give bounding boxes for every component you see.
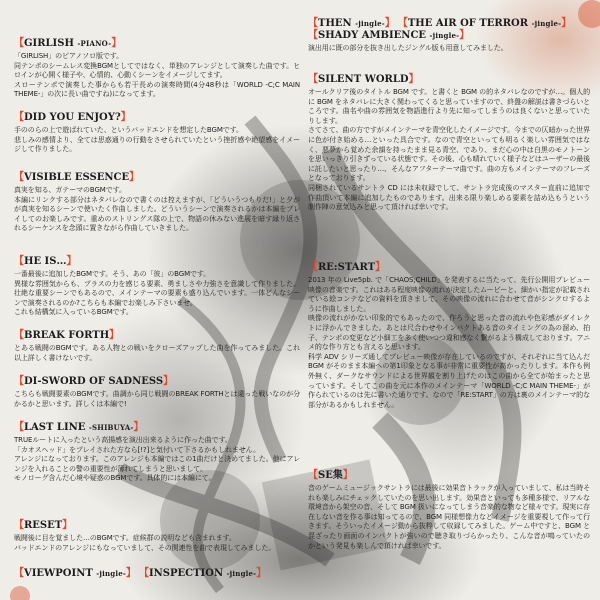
section-body: 演出用に既の部分を抜き出したジングル版も用意してみました。 [308, 44, 508, 52]
section-body: 真実を知る、ガテーマのBGMです。 本編にリンクする部分はネタバレなので書くのは控えますが、「どういうつもりだ!」と夕がが真実を知るシーンで使いたく作曲しました。どういうシーンで演奏されるかは本編をプレイしてのお楽しみです。重めのストリングス隊の上で、物語の休みない進展を暗す縁り返されるシーケンスを念頭に置きながら作曲していきました。 [14, 186, 300, 233]
section-title: 【LAST LINE -SHIBUYA-】 [14, 422, 144, 433]
section-title: 【SILENT WORLD】 [308, 74, 419, 85]
section-last-line [14, 422, 300, 484]
section-title: 【BREAK FORTH】 [14, 330, 120, 341]
section-title: 【HE IS…】 [14, 256, 77, 267]
section-silent-world [308, 74, 590, 213]
section-break-forth [14, 330, 300, 363]
section-title: 【DID YOU ENJOY?】 [14, 112, 131, 123]
section-body: 手ののらの上で遊ばれていた、というバッドエンドを想定したBGMです。 悲しみの感情より、全ては思惑通りの行動をさせられていたという挫折感や絶望感をイメージして作りました。 [14, 126, 300, 154]
section-body: 2013 年の Live5pb. で「CHAOS;CHILD」を発表するに当たって、先行公開用プレビュー映像の音楽です。これはある程度映像の流れが決定したムービーと、細かい指定が記載されている絵コンテなどの資料を頂きまして、その映像の流れに合わせて音がシンクロするように作曲しました。 映像の流れがかない印象的でもあったので、作ろうと思った音の流れや色彩感がダイレクトに浮かんできました。あとは尺合わせやインパクトある音のタイミングの為の溜め、拍子、テンポの変更など小細工を多く使いつつ違和感なく繋がるよう構成しております。アニメ的な作り方とも言えると思います。 科学 ADV シリーズ通してプレビュー映像が存在しているのですが、それぞれに当て込んだ BGM がそのまま本編への第1印象となる事が非常に重要性が高かったりします。本作も例外無く、ダークなサウンドによる世界観を割り上げたのはこの曲から全てが始まったと思っています。そしてこの曲を元に本作のメインテーマ「WORLD -C;C MAIN THEME-」が作られているのは先に書いた通りです。なので「RE:START」の方は裏のメインテーマ的な部分があるかもしれません。 [308, 276, 590, 409]
section-body: 「GIRLISH」のピアノソロ版です。 同テンポのシームレス変換BGMとしてではなく、単独のアレンジとして演奏した曲です。ヒロインが心開く様子や、心情的、心動くシーンをイメージしてます。 スローテンポで演奏した事からも若干長めの演奏時間(4分48秒は「WORLD -C;C MAIN THEME-」の次に長い曲ですね)になってます。 [14, 52, 300, 99]
section-title: 【THEN -jingle-】 【THE AIR OF TERROR -jingle-】 [308, 18, 572, 29]
section-body: とある戦闘のBGMです。ある人物との戦いをクローズアップした曲を作ってみました。これ以上詳しく書けないです。 [14, 344, 300, 362]
section-body: TRUEルートに入ったという高揚感を演出出来るように作った曲です。 「カオスヘッド」をプレイされた方なら[!?]と気付いて下さるかもしれません。 アレンジになっております。このアレンジも本編ではこの1曲だけと決めてました。他にアレンジを入れることの警の重要性が薄れてしまうと思いまして。 モノローグ含んだ心境や疑惑のBGMです。具体的には本編にて。 [14, 436, 300, 483]
section-body: こちらも戦闘要素のBGMです。曲調から同じ戦闘のBREAK FORTHとは違った戦いなのが分かるかと思います。詳しくは本編で! [14, 390, 300, 408]
section-di-sword [14, 376, 300, 409]
section-body: 一番最後に追加したBGMです。そう、あの「彼」のBGMです。 異様な雰囲気からも、プラスの力を感じる要素、勇ましさや力強さを意識して作りました。壮絶な重要シーンでもあるので、メインテーマの要素も盛り込んでいます。一体どんなシーンで演奏されるのか?こちらも本編でお楽しみ下さいませ。 これも結構気に入っているBGMです。 [14, 270, 300, 317]
section-title: 【DI-SWORD OF SADNESS】 [14, 376, 174, 387]
section-viewpoint-inspection [14, 568, 300, 579]
section-visible-essence [14, 172, 300, 234]
section-title-line-2: 【SHADY AMBIENCE -jingle-】 [308, 30, 470, 41]
section-title: 【GIRLISH -PIANO-】 [14, 38, 122, 49]
section-title: 【RE:START】 [308, 262, 386, 273]
section-reset [14, 520, 300, 553]
section-body: オールクリア後のタイトル BGM です。と書くと BGM の的ネタバレなのですが…。個人的に BGM をネタバレに大きく関わってくると思っていますので、終盤の解説は書きづらいところです。曲名や曲の雰囲気を物語進行より先に知ってしまうのは良くないと思っていたりします。 さてさて、曲の方ですがメインテーマを青空化したイメージです。今までの仄暗かった世界に色が付き始める…といった具合です。なので青空といっても明るく楽しい雰囲気ではなく、悪夢から覚めた余韻を持ったまま見る青空、であり、まだ心の中は白黒のモノトーンを思いっきり引きずっている状態です。その後、心も晴れていく様子などはユーザーの最後に託したいと思ったり…、そんなアフターテーマ曲です。曲の方もメインテーマのフレーズとなっております。 同梱されているサントラ CD には未収録でして、サントラ完成後のマスター直前に追加で作曲頂いて本編に追加したものであります。出来る限り楽しめる要素を詰め込もうという制作陣の意気込みと思って頂ければ幸いです。 [308, 88, 591, 212]
section-title: 【VISIBLE ESSENCE】 [14, 172, 140, 183]
section-did-you-enjoy [14, 112, 300, 155]
section-title: 【VIEWPOINT -jingle-】 【INSPECTION -jingle-】 [14, 568, 267, 579]
section-title: 【SE集】 [308, 470, 353, 481]
section-body: 戦闘後に目を覚ました…のBGMです。症候群の説明なども含まれます。 バッドエンドのアレンジにもなっていまして、その関連性を曲で表現してみました。 [14, 534, 276, 552]
section-jingles [308, 18, 590, 54]
section-se [308, 470, 590, 551]
section-title: 【RESET】 [14, 520, 73, 531]
section-restart [308, 262, 590, 410]
section-body: 音のゲームミュージックサントラには最後に効果音トラックが入っていまして、私は当時それも楽しみにチェックしていたのを思い出します。効果音といっても多種多様で、リアルな環境音から架空の音、そして BGM 扱いになってしまう音楽的な物など様々です。現実に存在しない音を作る事は知ってるので、BGM 同様想像力などイメージを重要視して作って行きます。そういったイメージ動から抜粋して収録してみました。ゲーム中ですと、BGM と混ざったり画面のインパクトが強いので聴き取りづらかったり、こんな音が鳴っていたのかという発見も楽しんで頂ければ幸いです。 [308, 484, 590, 550]
section-he-is [14, 256, 300, 318]
section-girlish-piano [14, 38, 300, 100]
